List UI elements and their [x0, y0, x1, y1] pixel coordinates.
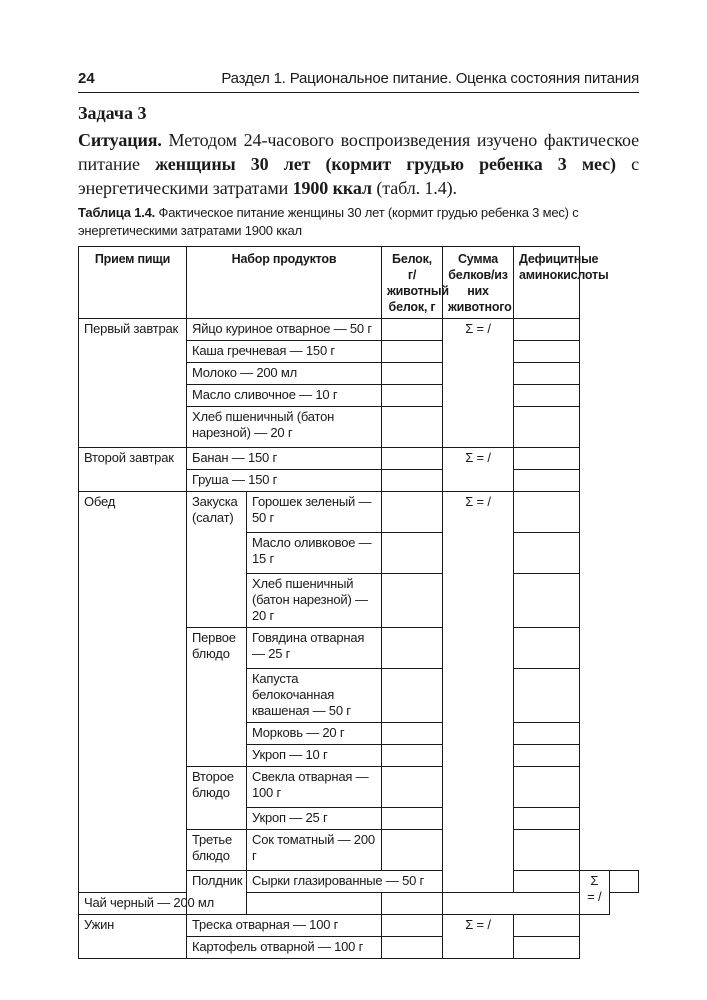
meal-cell: Первый завтрак: [79, 319, 187, 448]
amino-cell[interactable]: [514, 723, 580, 745]
table-row: [79, 893, 639, 915]
protein-cell[interactable]: [514, 871, 580, 893]
product-cell: Чай черный — 200 мл: [79, 893, 247, 915]
amino-cell[interactable]: [514, 745, 580, 767]
product-cell: Сырки глазированные — 50 г: [247, 871, 443, 893]
protein-cell[interactable]: [382, 448, 443, 470]
header-amino: Дефицитные аминокислоты: [514, 247, 580, 319]
table-row: [79, 448, 639, 470]
product-cell: Банан — 150 г: [187, 448, 382, 470]
product-cell: Яйцо куриное отварное — 50 г: [187, 319, 382, 341]
table-row: [79, 915, 639, 937]
product-cell: Капуста белокочанная квашеная — 50 г: [247, 669, 382, 723]
protein-cell[interactable]: [382, 574, 443, 628]
protein-cell[interactable]: [382, 319, 443, 341]
product-cell: Горошек зеленый — 50 г: [247, 492, 382, 533]
meal-cell: Ужин: [79, 915, 187, 959]
product-cell: Хлеб пшеничный (батон нарезной) — 20 г: [247, 574, 382, 628]
sum-cell[interactable]: Σ = /: [443, 915, 514, 959]
table-header-row: [79, 247, 639, 319]
amino-cell[interactable]: [514, 669, 580, 723]
protein-cell[interactable]: [382, 470, 443, 492]
situation-bold-1: женщины 30 лет (кормит грудью ребенка 3 мес): [155, 154, 616, 174]
protein-cell[interactable]: [382, 767, 443, 808]
amino-cell[interactable]: [514, 407, 580, 448]
amino-cell[interactable]: [514, 937, 580, 959]
dish-group-cell: Второе блюдо: [187, 767, 247, 830]
protein-cell[interactable]: [382, 628, 443, 669]
protein-cell[interactable]: [382, 915, 443, 937]
situation-text-3: (табл. 1.4).: [371, 178, 457, 198]
protein-cell[interactable]: [247, 893, 382, 915]
sum-cell[interactable]: Σ = /: [443, 319, 514, 448]
protein-cell[interactable]: [382, 341, 443, 363]
page-number: 24: [78, 70, 95, 87]
caption-text: Фактическое питание женщины 30 лет (кормит грудью ребенка 3 мес) с энергетическими затратами 1900 ккал: [78, 205, 579, 238]
situation-text-2: с энергетическими затратами: [78, 154, 640, 198]
protein-cell[interactable]: [382, 937, 443, 959]
product-cell: Укроп — 25 г: [247, 808, 382, 830]
task-title: Задача 3: [78, 103, 147, 123]
nutrition-table: [78, 246, 639, 959]
protein-cell[interactable]: [382, 745, 443, 767]
product-cell: Груша — 150 г: [187, 470, 382, 492]
situation-text-1: Методом 24-часового воспроизведения изучено фактическое питание: [78, 130, 639, 174]
amino-cell[interactable]: [514, 808, 580, 830]
table-row: [79, 319, 639, 341]
sum-cell[interactable]: Σ = /: [443, 492, 514, 893]
situation-bold-2: 1900 ккал: [292, 178, 372, 198]
running-head: Раздел 1. Рациональное питание. Оценка состояния питания: [221, 70, 639, 87]
sum-cell[interactable]: Σ = /: [443, 448, 514, 492]
amino-cell[interactable]: [514, 470, 580, 492]
meal-cell: Второй завтрак: [79, 448, 187, 492]
protein-cell[interactable]: [382, 492, 443, 533]
product-cell: Молоко — 200 мл: [187, 363, 382, 385]
sum-cell[interactable]: Σ = /: [580, 871, 610, 915]
dish-group-cell: Закуска (салат): [187, 492, 247, 628]
product-cell: Говядина отварная — 25 г: [247, 628, 382, 669]
product-cell: Морковь — 20 г: [247, 723, 382, 745]
amino-cell[interactable]: [514, 767, 580, 808]
amino-cell[interactable]: [514, 448, 580, 470]
meal-cell: Обед: [79, 492, 187, 893]
product-cell: Масло сливочное — 10 г: [187, 385, 382, 407]
dish-group-cell: Первое блюдо: [187, 628, 247, 767]
amino-cell[interactable]: [514, 341, 580, 363]
protein-cell[interactable]: [382, 669, 443, 723]
protein-cell[interactable]: [382, 723, 443, 745]
product-cell: Свекла отварная — 100 г: [247, 767, 382, 808]
dish-group-cell: Третье блюдо: [187, 830, 247, 871]
header-sum: Сумма белков/из них животного: [443, 247, 514, 319]
table-row: [79, 492, 639, 533]
amino-cell[interactable]: [609, 871, 639, 893]
amino-cell[interactable]: [382, 893, 443, 915]
header-products: Набор продуктов: [187, 247, 382, 319]
amino-cell[interactable]: [514, 319, 580, 341]
amino-cell[interactable]: [514, 363, 580, 385]
product-cell: Хлеб пшеничный (батон нарезной) — 20 г: [187, 407, 382, 448]
table-caption: [78, 204, 639, 240]
protein-cell[interactable]: [382, 385, 443, 407]
header-meal: Прием пищи: [79, 247, 187, 319]
product-cell: Картофель отварной — 100 г: [187, 937, 382, 959]
meal-cell: Полдник: [187, 871, 247, 915]
situation-paragraph: [78, 128, 639, 200]
protein-cell[interactable]: [382, 533, 443, 574]
amino-cell[interactable]: [514, 574, 580, 628]
product-cell: Треска отварная — 100 г: [187, 915, 382, 937]
caption-label: Таблица 1.4.: [78, 205, 156, 220]
amino-cell[interactable]: [514, 915, 580, 937]
amino-cell[interactable]: [514, 830, 580, 871]
protein-cell[interactable]: [382, 407, 443, 448]
situation-label: Ситуация.: [78, 130, 162, 150]
protein-cell[interactable]: [382, 830, 443, 871]
header-protein: Белок, г/животный белок, г: [382, 247, 443, 319]
amino-cell[interactable]: [514, 628, 580, 669]
product-cell: Сок томатный — 200 г: [247, 830, 382, 871]
protein-cell[interactable]: [382, 363, 443, 385]
protein-cell[interactable]: [382, 808, 443, 830]
product-cell: Масло оливковое — 15 г: [247, 533, 382, 574]
product-cell: Укроп — 10 г: [247, 745, 382, 767]
product-cell: Каша гречневая — 150 г: [187, 341, 382, 363]
amino-cell[interactable]: [514, 533, 580, 574]
amino-cell[interactable]: [514, 492, 580, 533]
amino-cell[interactable]: [514, 385, 580, 407]
page-header: [78, 66, 639, 93]
